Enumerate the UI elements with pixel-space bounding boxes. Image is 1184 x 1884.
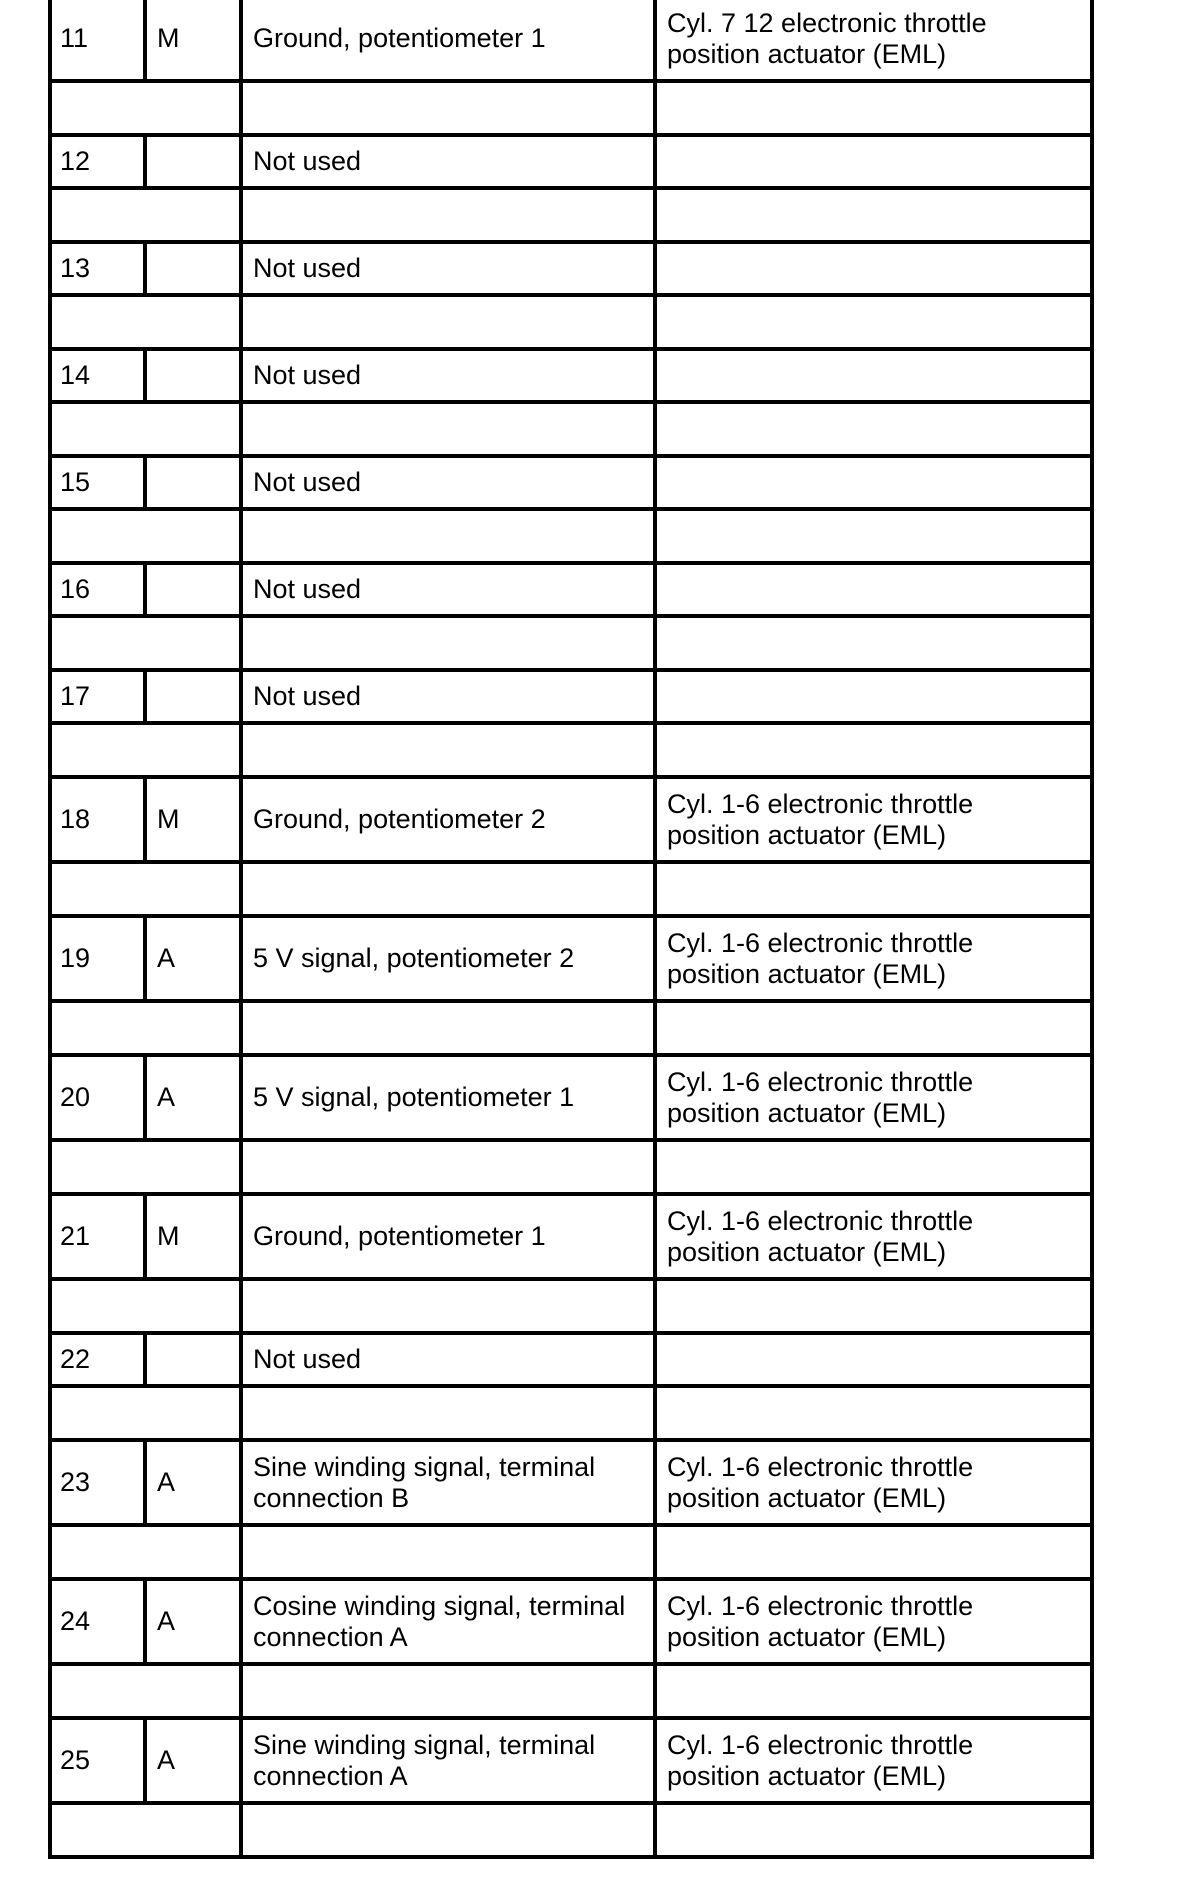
function-text-line: connection B [253,1482,410,1513]
pin-table-body [50,0,1092,1857]
pin-function-cell [241,0,655,81]
spacer-row [50,1803,1092,1857]
spacer-cell [655,1279,1092,1333]
connection-text-line: Cyl. 7 12 electronic throttle [667,7,987,38]
pin-type-cell: M [145,1194,241,1279]
function-text-line: Ground, potentiometer 2 [253,804,546,834]
function-text-line: Sine winding signal, terminal [253,1729,596,1760]
spacer-cell [50,616,241,670]
pin-type-cell: M [145,0,241,81]
pin-connection-cell [655,670,1092,723]
pin-type-cell [145,349,241,402]
connection-text-line: position actuator (EML) [667,1236,947,1267]
spacer-cell [655,1525,1092,1579]
pin-type-cell [145,563,241,616]
pin-number-cell: 22 [50,1333,145,1386]
pin-function-cell [241,1194,655,1279]
pin-function-cell [241,563,655,616]
function-text-line: Not used [253,253,362,283]
function-text-line: Not used [253,146,362,176]
table-row [50,916,1092,1001]
pin-function-cell [241,916,655,1001]
pin-type-cell: A [145,1718,241,1803]
spacer-cell [241,1803,655,1857]
table-row [50,777,1092,862]
spacer-cell [50,1803,241,1857]
pin-function-cell [241,1055,655,1140]
table-row [50,1194,1092,1279]
spacer-row [50,1386,1092,1440]
spacer-cell [50,723,241,777]
pin-connection-cell [655,1718,1092,1803]
connection-text-line: Cyl. 1-6 electronic throttle [667,927,974,958]
spacer-cell [241,81,655,135]
pin-assignment-table [48,0,1094,1859]
pin-type-cell [145,135,241,188]
spacer-row [50,862,1092,916]
connection-text-line: position actuator (EML) [667,1760,947,1791]
spacer-cell [655,509,1092,563]
pin-type-cell: A [145,1440,241,1525]
function-text-line: Not used [253,467,362,497]
spacer-row [50,1140,1092,1194]
pin-connection-cell [655,1333,1092,1386]
function-text-line: connection A [253,1621,408,1652]
pin-connection-cell [655,135,1092,188]
table-row [50,1579,1092,1664]
spacer-cell [50,188,241,242]
spacer-cell [241,862,655,916]
function-text-line: Not used [253,681,362,711]
connection-text-line: Cyl. 1-6 electronic throttle [667,1205,974,1236]
spacer-cell [241,509,655,563]
spacer-cell [655,723,1092,777]
pin-number-cell: 12 [50,135,145,188]
pin-function-cell [241,777,655,862]
table-row [50,563,1092,616]
spacer-cell [655,188,1092,242]
spacer-cell [50,1386,241,1440]
pin-type-cell: A [145,1579,241,1664]
function-text-line: 5 V signal, potentiometer 2 [253,943,575,973]
pin-number-cell: 21 [50,1194,145,1279]
spacer-cell [241,1386,655,1440]
spacer-cell [50,862,241,916]
function-text-line: Ground, potentiometer 1 [253,1221,546,1251]
connection-text-line: position actuator (EML) [667,1621,947,1652]
connection-text-line: position actuator (EML) [667,38,947,69]
spacer-cell [241,1525,655,1579]
spacer-row [50,723,1092,777]
spacer-row [50,295,1092,349]
spacer-cell [50,402,241,456]
spacer-cell [50,509,241,563]
spacer-row [50,188,1092,242]
table-row [50,1718,1092,1803]
spacer-cell [241,1140,655,1194]
pin-connection-cell [655,1055,1092,1140]
pin-connection-cell [655,1194,1092,1279]
pin-number-cell: 23 [50,1440,145,1525]
pin-connection-cell [655,349,1092,402]
pin-function-cell [241,1718,655,1803]
spacer-row [50,1001,1092,1055]
pin-number-cell: 20 [50,1055,145,1140]
spacer-cell [655,1140,1092,1194]
spacer-cell [241,1279,655,1333]
pin-connection-cell [655,1440,1092,1525]
pin-number-cell: 18 [50,777,145,862]
spacer-cell [655,295,1092,349]
spacer-cell [50,295,241,349]
pin-number-cell: 16 [50,563,145,616]
spacer-cell [655,1664,1092,1718]
pin-type-cell [145,456,241,509]
spacer-cell [655,1386,1092,1440]
function-text-line: Cosine winding signal, terminal [253,1590,626,1621]
spacer-cell [50,1525,241,1579]
pin-connection-cell [655,1579,1092,1664]
spacer-cell [241,1001,655,1055]
spacer-cell [50,1279,241,1333]
pin-function-cell [241,1440,655,1525]
pin-function-cell [241,135,655,188]
connection-text-line: Cyl. 1-6 electronic throttle [667,1451,974,1482]
spacer-cell [655,81,1092,135]
pin-function-cell [241,242,655,295]
function-text-line: 5 V signal, potentiometer 1 [253,1082,575,1112]
pin-function-cell [241,1579,655,1664]
pin-function-cell [241,670,655,723]
spacer-row [50,509,1092,563]
spacer-cell [241,402,655,456]
function-text-line: connection A [253,1760,408,1791]
function-text-line: Not used [253,1344,362,1374]
table-row [50,1440,1092,1525]
pin-number-cell: 24 [50,1579,145,1664]
spacer-row [50,616,1092,670]
spacer-cell [655,402,1092,456]
function-text-line: Ground, potentiometer 1 [253,23,546,53]
connection-text-line: position actuator (EML) [667,958,947,989]
spacer-cell [241,1664,655,1718]
spacer-cell [655,616,1092,670]
pin-connection-cell [655,456,1092,509]
pin-connection-cell [655,916,1092,1001]
spacer-cell [241,295,655,349]
table-row [50,349,1092,402]
pin-number-cell: 25 [50,1718,145,1803]
connection-text-line: Cyl. 1-6 electronic throttle [667,1066,974,1097]
spacer-cell [50,1664,241,1718]
spacer-cell [241,616,655,670]
pin-type-cell: M [145,777,241,862]
spacer-cell [241,723,655,777]
pin-type-cell: A [145,916,241,1001]
spacer-row [50,81,1092,135]
connection-text-line: Cyl. 1-6 electronic throttle [667,788,974,819]
connection-text-line: position actuator (EML) [667,819,947,850]
function-text-line: Not used [253,360,362,390]
table-row [50,1333,1092,1386]
pin-connection-cell [655,777,1092,862]
pin-function-cell [241,456,655,509]
spacer-row [50,1664,1092,1718]
table-row [50,456,1092,509]
spacer-cell [50,1001,241,1055]
connection-text-line: Cyl. 1-6 electronic throttle [667,1729,974,1760]
pin-number-cell: 14 [50,349,145,402]
pin-number-cell: 19 [50,916,145,1001]
spacer-cell [241,188,655,242]
pin-number-cell: 17 [50,670,145,723]
connection-text-line: position actuator (EML) [667,1482,947,1513]
pin-function-cell [241,1333,655,1386]
spacer-cell [655,862,1092,916]
pin-type-cell [145,670,241,723]
spacer-row [50,1525,1092,1579]
table-row [50,0,1092,81]
connection-text-line: Cyl. 1-6 electronic throttle [667,1590,974,1621]
pin-type-cell: A [145,1055,241,1140]
table-row [50,1055,1092,1140]
function-text-line: Sine winding signal, terminal [253,1451,596,1482]
table-row [50,135,1092,188]
spacer-row [50,402,1092,456]
table-row [50,670,1092,723]
pin-function-cell [241,349,655,402]
pin-connection-cell [655,0,1092,81]
table-row [50,242,1092,295]
spacer-cell [655,1001,1092,1055]
pin-type-cell [145,1333,241,1386]
pin-connection-cell [655,242,1092,295]
pin-number-cell: 13 [50,242,145,295]
pin-number-cell: 15 [50,456,145,509]
pin-type-cell [145,242,241,295]
spacer-row [50,1279,1092,1333]
pin-connection-cell [655,563,1092,616]
spacer-cell [655,1803,1092,1857]
function-text-line: Not used [253,574,362,604]
connection-text-line: position actuator (EML) [667,1097,947,1128]
spacer-cell [50,81,241,135]
pin-number-cell: 11 [50,0,145,81]
spacer-cell [50,1140,241,1194]
